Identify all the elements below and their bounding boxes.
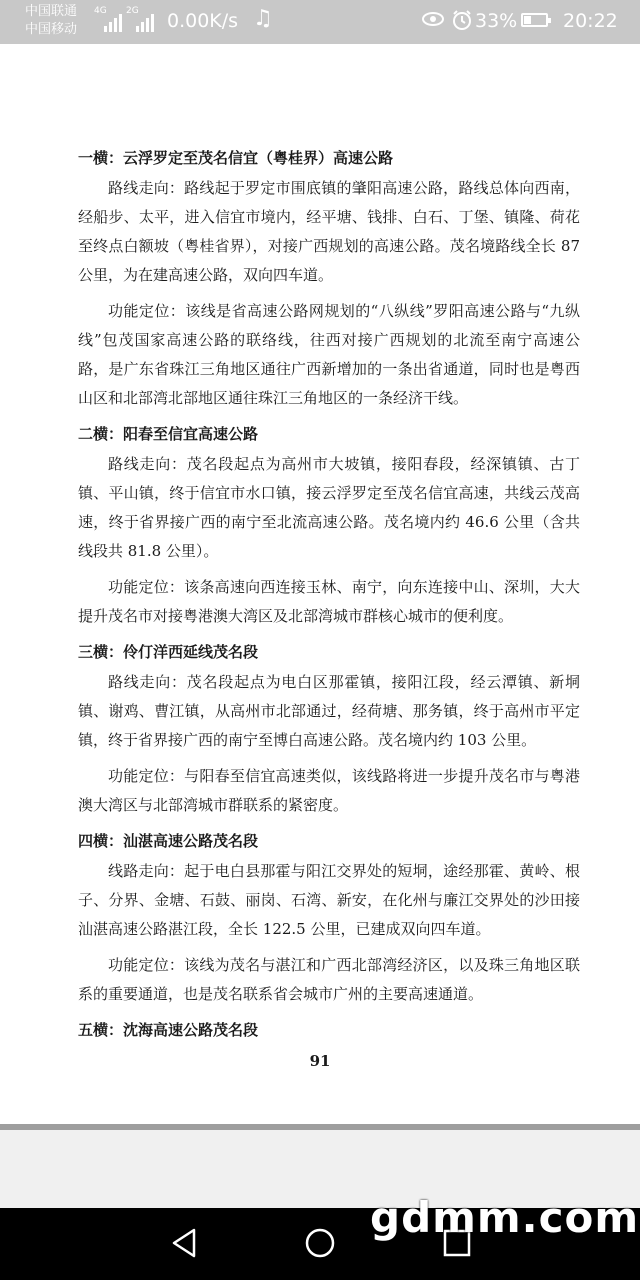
document-content — [78, 144, 580, 1046]
section-paragraph: 路线走向：茂名段起点为电白区那霍镇，接阳江段，经云潭镇、新垌镇、谢鸡、曹江镇，从高州市北部通过，经荷塘、那务镇，终于高州市平定镇，终于省界接广西的南宁至博白高速公路。茂名境内约 103 公里。 — [78, 673, 580, 749]
status-bar — [0, 0, 640, 44]
section-paragraph: 路线走向：路线起于罗定市围底镇的肇阳高速公路，路线总体向西南，经船步、太平，进入信宜市境内，经平塘、钱排、白石、丁堡、镇隆、荷花至终点白额坡（粤桂省界），对接广西规划的高速公路。茂名境路线全长 87 公里，为在建高速公路，双向四车道。 — [78, 179, 580, 284]
section-heading: 五横：沈海高速公路茂名段 — [78, 1021, 259, 1039]
signal-1-icon — [94, 6, 122, 32]
battery-icon — [521, 13, 548, 27]
battery-percentage: 33% — [475, 10, 518, 32]
document-page[interactable] — [0, 44, 640, 1130]
carrier-info — [25, 3, 77, 39]
carrier-1: 中国联通 — [25, 4, 78, 19]
clock: 20:22 — [563, 10, 618, 32]
network-type-1: 4G — [94, 6, 107, 16]
section-paragraph: 功能定位：与阳春至信宜高速类似，该线路将进一步提升茂名市与粤港澳大湾区与北部湾城市群联系的紧密度。 — [78, 767, 580, 814]
music-icon: ♫ — [253, 6, 273, 31]
section-heading: 一横：云浮罗定至茂名信宜（粤桂界）高速公路 — [78, 149, 394, 167]
back-triangle-icon — [168, 1226, 202, 1260]
section-heading: 三横：伶仃洋西延线茂名段 — [78, 643, 259, 661]
section-heading: 四横：汕湛高速公路茂名段 — [78, 832, 259, 850]
eye-comfort-icon — [421, 9, 445, 34]
home-button[interactable] — [303, 1226, 337, 1260]
watermark-logo: gdmm.com — [370, 1193, 640, 1242]
carrier-2: 中国移动 — [25, 22, 78, 37]
section-heading: 二横：阳春至信宜高速公路 — [78, 425, 259, 443]
section-paragraph: 路线走向：茂名段起点为高州市大坡镇，接阳春段，经深镇镇、古丁镇、平山镇，终于信宜市水口镇，接云浮罗定至茂名信宜高速，共线云茂高速，终于省界接广西的南宁至北流高速公路。茂名境内约 46.6 公里（含共线段共 81.8 公里）。 — [78, 455, 580, 560]
section-paragraph: 线路走向：起于电白县那霍与阳江交界处的短垌，途经那霍、黄岭、根子、分界、金塘、石鼓、丽岗、石湾、新安，在化州与廉江交界处的沙田接汕湛高速公路湛江段，全长 122.5 公里，已建成双向四车道。 — [78, 862, 580, 938]
network-type-2: 2G — [126, 6, 139, 16]
home-circle-icon — [303, 1226, 337, 1260]
section-paragraph: 功能定位：该线是省高速公路网规划的“八纵线”罗阳高速公路与“九纵线”包茂国家高速公路的联络线，往西对接广西规划的北流至南宁高速公路，是广东省珠江三角地区通往广西新增加的一条出省通道，同时也是粤西山区和北部湾北部地区通往珠江三角地区的一条经济干线。 — [78, 302, 580, 407]
network-speed: 0.00K/s — [167, 10, 239, 32]
section-paragraph: 功能定位：该线为茂名与湛江和广西北部湾经济区，以及珠三角地区联系的重要通道，也是茂名联系省会城市广州的主要高速通道。 — [78, 956, 580, 1003]
page-number: 91 — [309, 1052, 331, 1070]
section-paragraph: 功能定位：该条高速向西连接玉林、南宁，向东连接中山、深圳，大大提升茂名市对接粤港澳大湾区及北部湾城市群核心城市的便利度。 — [78, 578, 580, 625]
alarm-icon — [451, 9, 473, 36]
back-button[interactable] — [168, 1226, 202, 1260]
battery-fill — [524, 16, 531, 24]
signal-2-icon — [126, 6, 154, 32]
